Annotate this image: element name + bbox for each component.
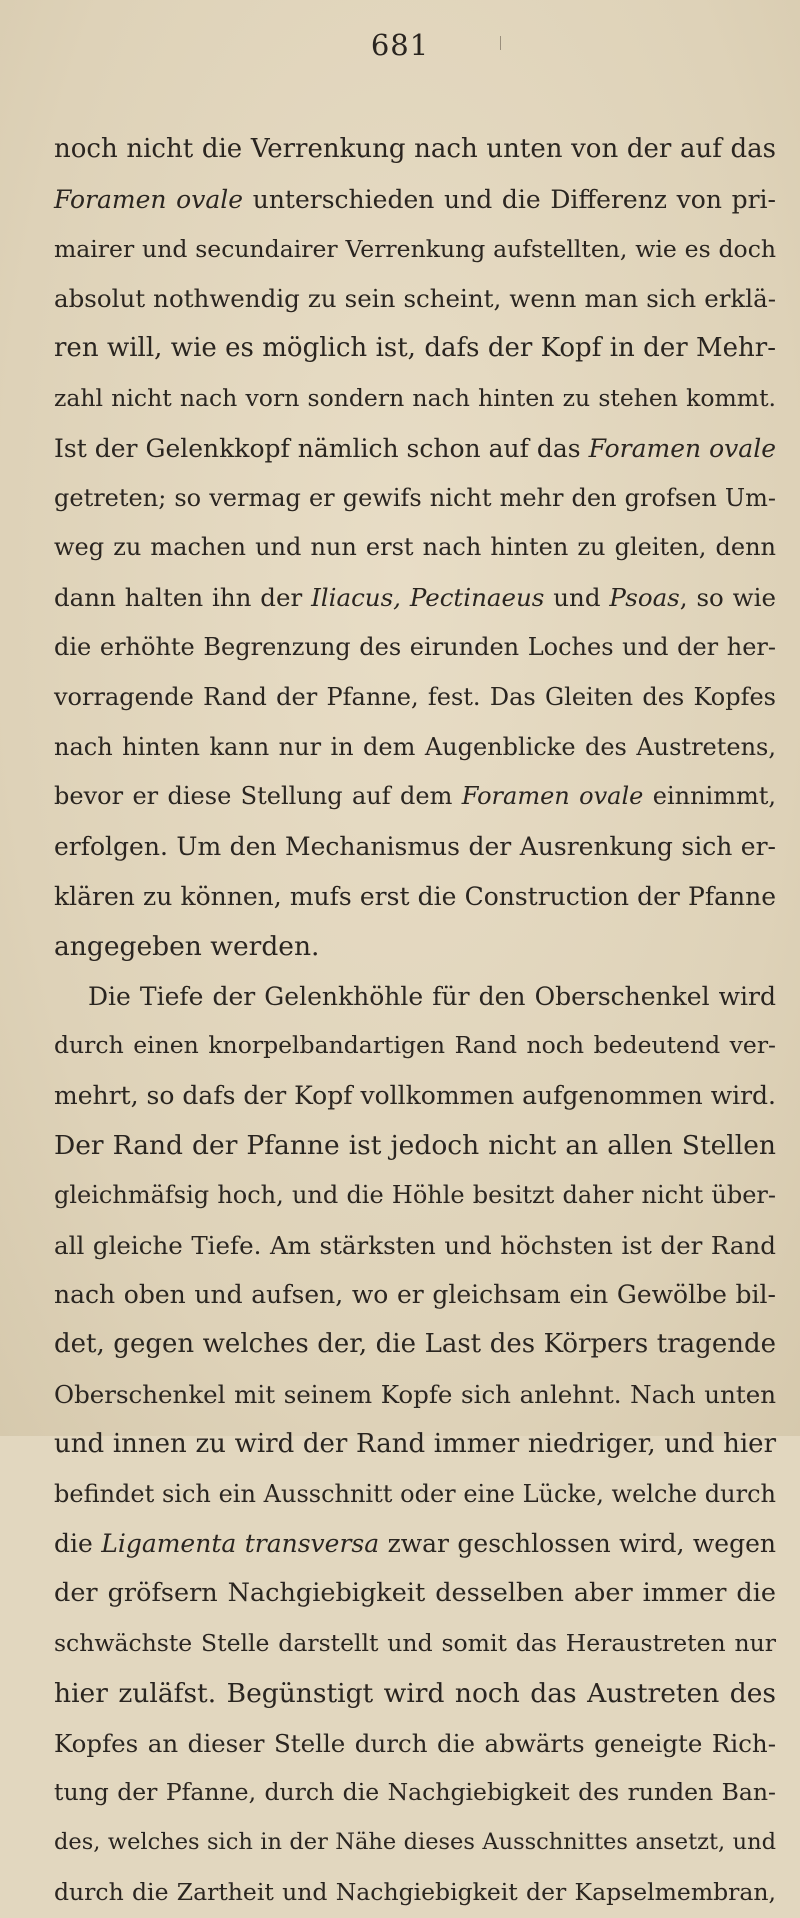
- text-run: vorragende Rand der Pfanne, fest. Das Gleiten des Kopfes: [54, 682, 776, 711]
- text-run: befindet sich ein Ausschnitt oder eine Lücke, welche durch: [54, 1479, 776, 1508]
- text-run: mehrt, so dafs der Kopf vollkommen aufgenommen wird.: [54, 1081, 776, 1111]
- text-run: der gröfsern Nachgiebigkeit desselben aber immer die: [54, 1578, 776, 1609]
- text-run: det, gegen welches der, die Last des Körpers tragende: [54, 1329, 776, 1360]
- text-run: die: [54, 1529, 102, 1559]
- text-run: unterschieden und die Differenz von pri-: [243, 184, 776, 214]
- text-line: [54, 1071, 776, 1121]
- italic-term: Foramen ovale: [588, 433, 776, 463]
- text-run: des, welches sich in der Nähe dieses Ausschnittes ansetzt, und: [54, 1829, 776, 1856]
- text-line: [54, 474, 776, 524]
- text-line: [54, 772, 776, 822]
- text-line: [54, 922, 776, 972]
- text-line: [54, 972, 776, 1022]
- text-line: [54, 1818, 776, 1868]
- text-line: [54, 1868, 776, 1918]
- text-line: [54, 872, 776, 922]
- text-run: die erhöhte Begrenzung des eirunden Loches und der her-: [54, 632, 776, 661]
- text-run: all gleiche Tiefe. Am stärksten und höchsten ist der Rand: [54, 1230, 776, 1260]
- text-line: [54, 1420, 776, 1470]
- text-run: zwar geschlossen wird, wegen: [379, 1529, 776, 1559]
- text-run: und innen zu wird der Rand immer niedriger, und hier: [54, 1428, 776, 1459]
- page-number: 681: [370, 28, 430, 62]
- text-line: [54, 822, 776, 872]
- text-run: Der Rand der Pfanne ist jedoch nicht an allen Stellen: [54, 1129, 776, 1161]
- text-run: hier zuläfst. Begünstigt wird noch das Austreten des: [54, 1677, 776, 1709]
- text-run: getreten; so vermag er gewifs nicht mehr den grofsen Um-: [54, 483, 776, 512]
- text-line: [54, 1470, 776, 1520]
- text-run: Ist der Gelenkkopf nämlich schon auf das: [54, 433, 589, 463]
- text-run: schwächste Stelle darstellt und somit das Heraustreten nur: [54, 1628, 776, 1657]
- text-run: durch die Zartheit und Nachgiebigkeit der Kapselmembran,: [54, 1877, 776, 1906]
- italic-term: Ligamenta transversa: [101, 1529, 380, 1559]
- text-run: zahl nicht nach vorn sondern nach hinten zu stehen kommt.: [54, 383, 776, 412]
- text-line: [54, 1320, 776, 1370]
- text-line: [54, 1221, 776, 1271]
- text-line: [54, 1719, 776, 1769]
- text-run: Oberschenkel mit seinem Kopfe sich anlehnt. Nach unten: [54, 1379, 776, 1409]
- text-run: , so wie: [679, 583, 776, 613]
- text-run: ren will, wie es möglich ist, dafs der Kopf in der Mehr-: [54, 333, 776, 364]
- text-run: erfolgen. Um den Mechanismus der Ausrenkung sich er-: [54, 832, 776, 862]
- text-line: [54, 1768, 776, 1818]
- margin-mark: [500, 36, 501, 50]
- text-run: nach hinten kann nur in dem Augenblicke des Austretens,: [54, 732, 776, 761]
- text-run: klären zu können, mufs erst die Construction der Pfanne: [54, 881, 776, 911]
- text-run: noch nicht die Verrenkung nach unten von der auf das: [54, 134, 776, 164]
- text-line: [54, 225, 776, 275]
- text-line: [54, 424, 776, 474]
- italic-term: Foramen ovale: [54, 184, 244, 214]
- text-run: dann halten ihn der: [54, 583, 312, 613]
- text-run: bevor er diese Stellung auf dem: [54, 782, 462, 811]
- text-run: angegeben werden.: [54, 930, 320, 962]
- text-line: [54, 1121, 776, 1171]
- text-line: [54, 523, 776, 573]
- text-run: Kopfes an dieser Stelle durch die abwärts geneigte Rich-: [54, 1728, 776, 1758]
- text-run: Die Tiefe der Gelenkhöhle für den Oberschenkel wird: [88, 981, 776, 1011]
- text-line: [54, 573, 776, 623]
- text-line: [54, 374, 776, 424]
- body-text: [54, 125, 776, 1918]
- text-line: [54, 1021, 776, 1071]
- text-run: mairer und secundairer Verrenkung aufstellten, wie es doch: [54, 234, 776, 263]
- text-line: [54, 723, 776, 773]
- text-line: [54, 175, 776, 225]
- text-run: absolut nothwendig zu sein scheint, wenn man sich erklä-: [54, 284, 776, 314]
- text-run: weg zu machen und nun erst nach hinten zu gleiten, denn: [54, 533, 776, 562]
- text-line: [54, 1370, 776, 1420]
- text-run: tung der Pfanne, durch die Nachgiebigkeit des runden Ban-: [54, 1778, 776, 1807]
- text-line: [54, 125, 776, 175]
- italic-term: Foramen ovale: [461, 782, 644, 811]
- text-line: [54, 673, 776, 723]
- text-run: einnimmt,: [643, 782, 777, 811]
- text-line: [54, 1569, 776, 1619]
- text-line: [54, 1619, 776, 1669]
- text-line: [54, 1270, 776, 1320]
- text-run: durch einen knorpelbandartigen Rand noch bedeutend ver-: [54, 1031, 776, 1060]
- text-line: [54, 324, 776, 374]
- text-run: gleichmäfsig hoch, und die Höhle besitzt daher nicht über-: [54, 1180, 776, 1209]
- italic-term: Iliacus, Pectinaeus: [311, 583, 545, 613]
- text-line: [54, 1669, 776, 1719]
- text-run: und: [544, 583, 610, 613]
- text-run: nach oben und aufsen, wo er gleichsam ein Gewölbe bil-: [54, 1280, 776, 1310]
- text-line: [54, 1171, 776, 1221]
- text-line: [54, 274, 776, 324]
- italic-term: Psoas: [609, 583, 680, 613]
- text-line: [54, 1519, 776, 1569]
- text-line: [54, 623, 776, 673]
